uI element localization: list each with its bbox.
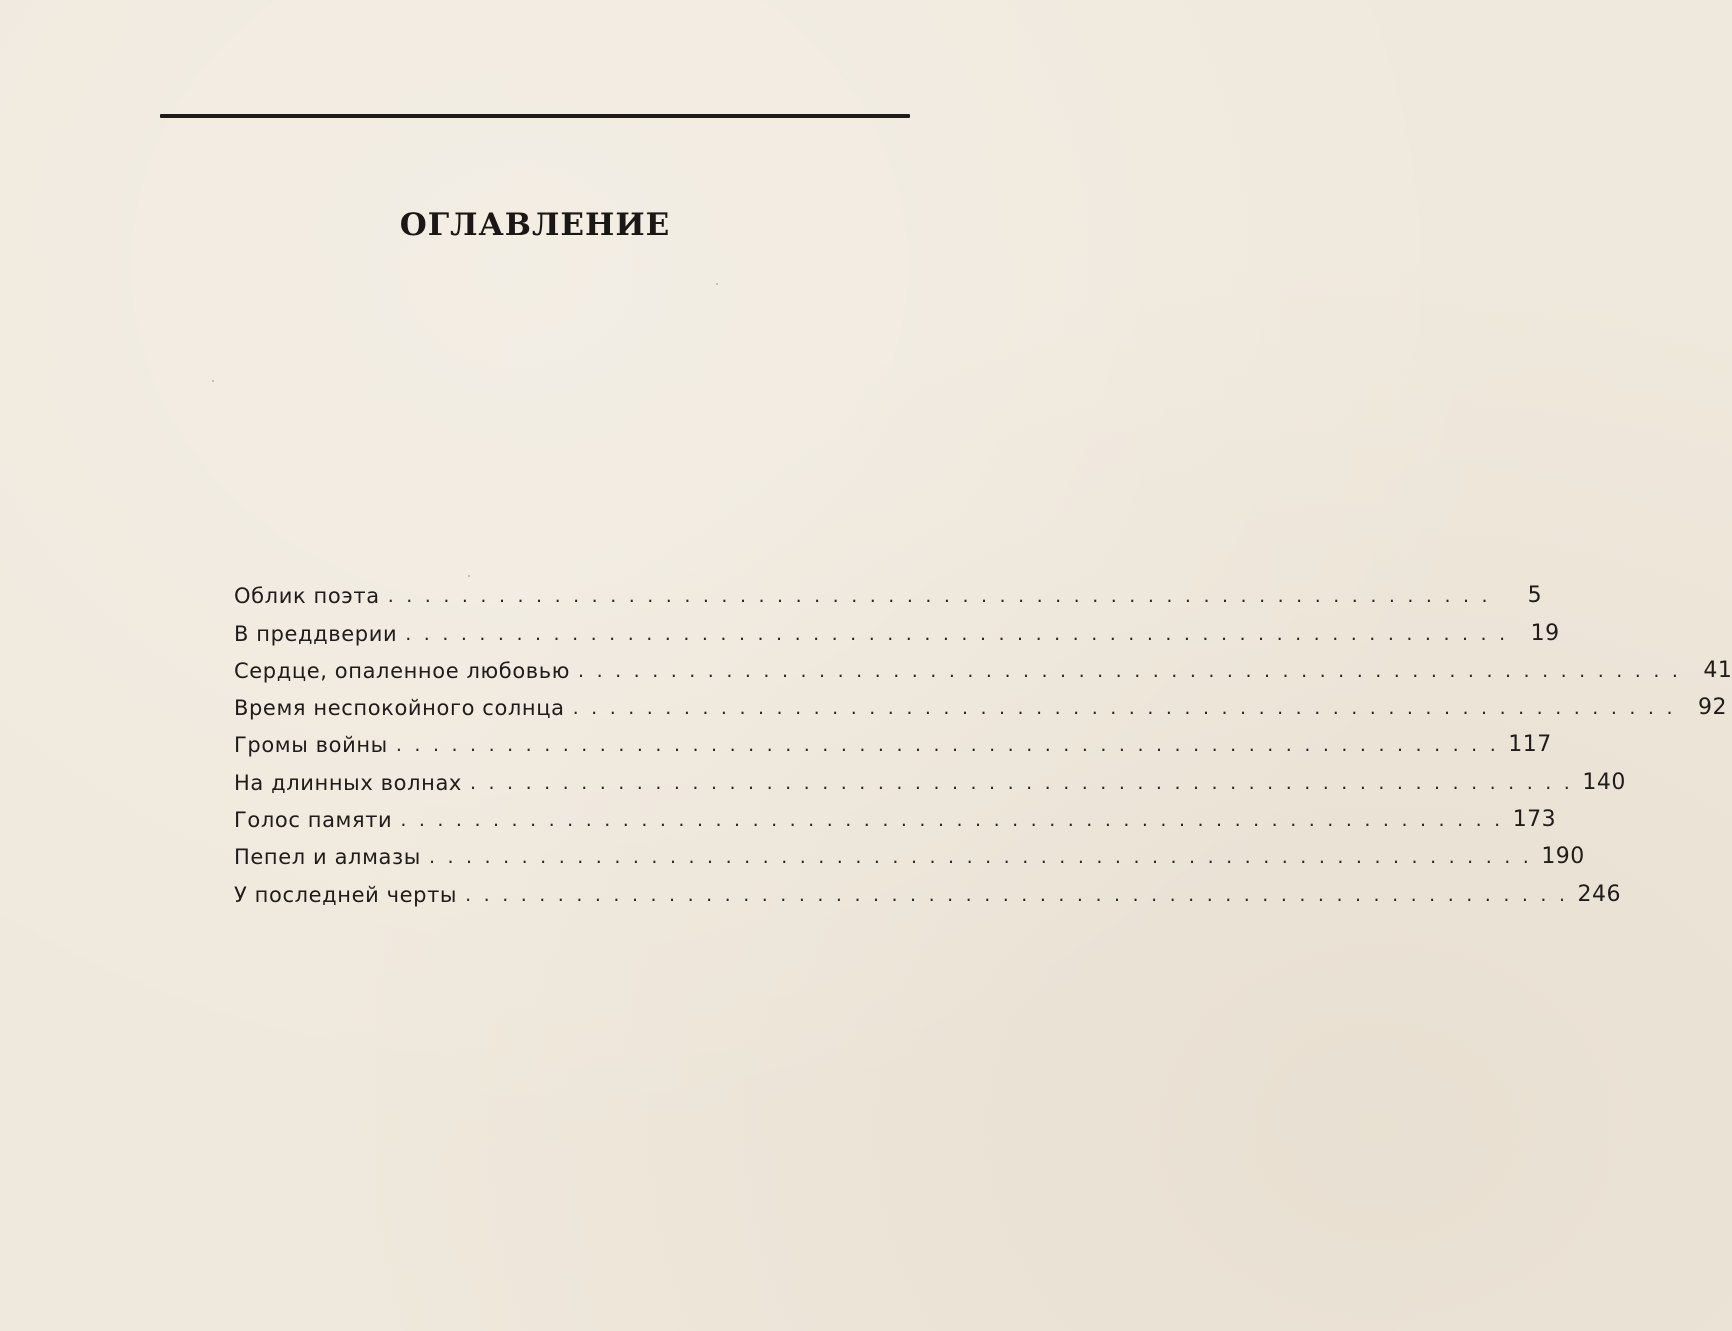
- toc-entry: [234, 797, 1557, 834]
- toc-entry-page: 190: [1541, 844, 1585, 870]
- toc-entry-title: Облик поэта: [234, 584, 380, 609]
- toc-entry: [234, 871, 1621, 908]
- paper-speck: [468, 575, 470, 577]
- toc-entry-title: Пепел и алмазы: [234, 845, 421, 870]
- toc-entry-title: Время неспокойного солнца: [234, 696, 565, 721]
- toc-entry-page: 140: [1582, 769, 1626, 795]
- toc-entry-title: У последней черты: [234, 882, 458, 907]
- toc-entry: [234, 648, 1732, 685]
- toc-entry: [234, 573, 1543, 610]
- toc-leader-dots: ............................................................: [428, 846, 1542, 869]
- toc-entry-page: 173: [1512, 807, 1557, 833]
- toc-leader-dots: ............................................................: [469, 771, 1583, 794]
- toc-entry-title: В преддверии: [234, 621, 398, 646]
- toc-entry: [234, 759, 1626, 796]
- top-rule: [160, 114, 910, 118]
- toc-entry: [234, 834, 1585, 871]
- toc-entry-title: Громы войны: [234, 733, 388, 758]
- toc-entry-page: 117: [1508, 732, 1552, 758]
- toc-leader-dots: ............................................................: [400, 809, 1513, 832]
- toc-entry-page: 5: [1527, 583, 1543, 609]
- paper-speck: [212, 380, 214, 382]
- toc-entry-page: 92: [1697, 695, 1727, 721]
- page-title: ОГЛАВЛЕНИЕ: [399, 207, 671, 243]
- toc-leader-dots: ............................................................: [395, 734, 1509, 757]
- toc-leader-dots: ............................................................: [405, 622, 1518, 645]
- table-of-contents: [234, 573, 1732, 909]
- toc-entry: [234, 610, 1560, 647]
- toc-leader-dots: ............................................................: [465, 883, 1578, 906]
- toc-leader-dots: ............................................................: [572, 697, 1685, 720]
- toc-entry-title: На длинных волнах: [234, 770, 462, 795]
- paper-speck: [716, 283, 718, 285]
- toc-entry-page: 19: [1530, 620, 1560, 646]
- toc-entry: [234, 685, 1727, 722]
- toc-entry-title: Голос памяти: [234, 808, 393, 833]
- toc-entry-title: Сердце, опаленное любовью: [234, 658, 571, 683]
- toc-leader-dots: ............................................................: [387, 585, 1501, 608]
- toc-entry-page: 41: [1703, 657, 1732, 683]
- toc-leader-dots: ............................................................: [578, 659, 1691, 682]
- toc-entry: [234, 722, 1552, 759]
- toc-entry-page: 246: [1577, 881, 1621, 907]
